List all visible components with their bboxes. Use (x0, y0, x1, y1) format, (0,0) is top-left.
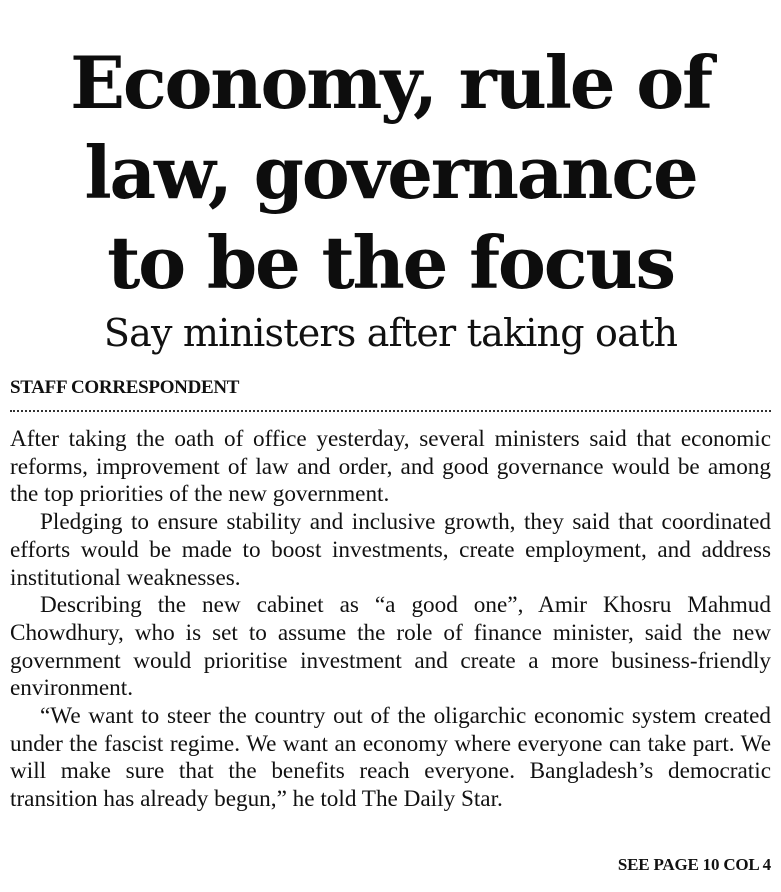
headline-line-1: Economy, rule of (70, 40, 711, 125)
headline-line-3: to be the focus (107, 220, 674, 305)
subheadline: Say ministers after taking oath (103, 311, 678, 355)
article-body (10, 426, 771, 814)
dotted-divider (10, 410, 771, 412)
paragraph-4: “We want to steer the country out of the oligarchic economic system created under the fascist regime. We want an economy where everyone can take part. We will make sure that the benefits reach everyone. Bangladesh’s democratic transition has already begun,” he told The Daily Star. (10, 703, 771, 813)
paragraph-2: Pledging to ensure stability and inclusive growth, they said that coordinated efforts would be made to boost investments, create employment, and address institutional weaknesses. (10, 509, 771, 591)
continuation-line: SEE PAGE 10 COL 4 (617, 855, 771, 874)
byline: STAFF CORRESPONDENT (10, 377, 240, 398)
headline (10, 38, 771, 308)
headline-line-2: law, governance (84, 130, 697, 215)
paragraph-1: After taking the oath of office yesterday, several ministers said that economic reforms, improvement of law and order, and good governance would be among the top priorities of the new government. (10, 426, 771, 508)
paragraph-3: Describing the new cabinet as “a good one”, Amir Khosru Mahmud Chowdhury, who is set to assume the role of finance minister, said the new government would prioritise investment and create a more business-friendly environment. (10, 592, 771, 702)
